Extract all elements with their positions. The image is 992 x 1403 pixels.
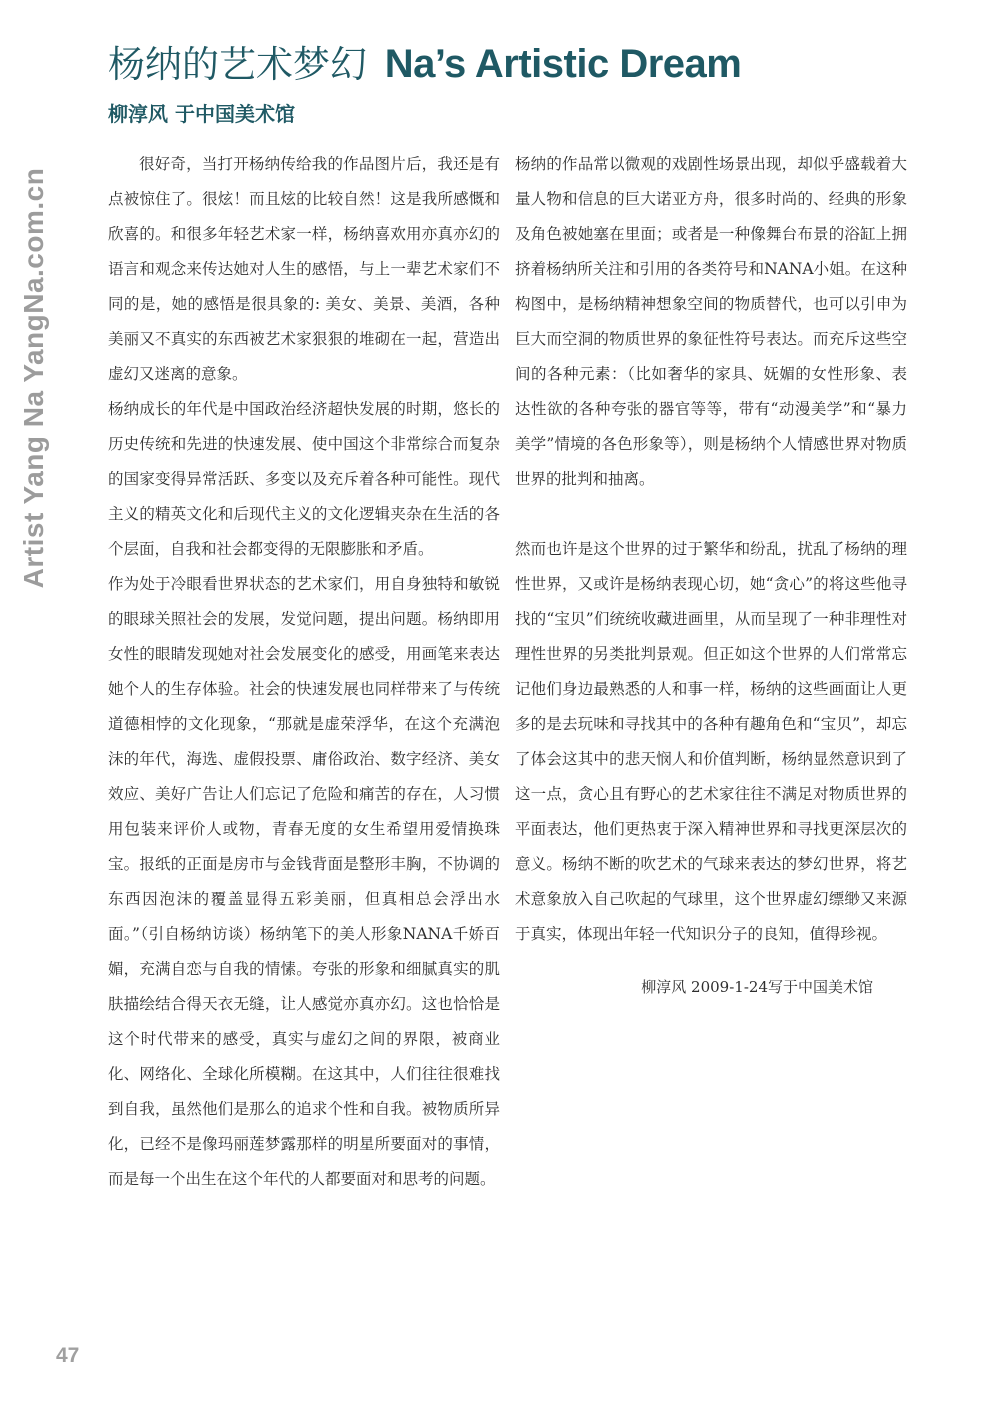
title-english: Na’s Artistic Dream bbox=[384, 42, 742, 86]
signature: 柳淳风 2009-1-24写于中国美术馆 bbox=[641, 978, 873, 996]
right-paragraph-1: 杨纳的作品常以微观的戏剧性场景出现，却似乎盛载着大量人物和信息的巨大诺亚方舟，很多时尚的、经典的形象及角色被她塞在里面；或者是一种像舞台布景的浴缸上拥挤着杨纳所关注和引用的各类符号和NANA小姐。在这种构图中，是杨纳精神想象空间的物质替代，也可以引申为巨大而空洞的物质世界的象征性符号表达。而充斥这些空间的各种元素：（比如奢华的家具、妩媚的女性形象、表达性欲的各种夸张的器官等等，带有“动漫美学”和“暴力美学”情境的各色形象等），则是杨纳个人情感世界对物质世界的批判和抽离。 bbox=[515, 155, 907, 488]
page-number: 47 bbox=[56, 1344, 80, 1367]
right-paragraph-2: 然而也许是这个世界的过于繁华和纷乱，扰乱了杨纳的理性世界，又或许是杨纳表现心切，她“贪心”的将这些他寻找的“宝贝”们统统收藏进画里，从而呈现了一种非理性对理性世界的另类批判景观。但正如这个世界的人们常常忘记他们身边最熟悉的人和事一样，杨纳的这些画面让人更多的是去玩味和寻找其中的各种有趣角色和“宝贝”，却忘了体会这其中的悲天悯人和价值判断，杨纳显然意识到了这一点，贪心且有野心的艺术家往往不满足对物质世界的平面表达，他们更热衷于深入精神世界和寻找更深层次的意义。杨纳不断的吹艺术的气球来表达的梦幻世界，将艺术意象放入自己吹起的气球里，这个世界虚幻缥缈又来源于真实，体现出年轻一代知识分子的良知，值得珍视。 bbox=[515, 540, 907, 943]
left-paragraph-1: 很好奇，当打开杨纳传给我的作品图片后，我还是有点被惊住了。很炫！而且炫的比较自然！这是我所感慨和欣喜的。和很多年轻艺术家一样，杨纳喜欢用亦真亦幻的语言和观念来传达她对人生的感悟，与上一辈艺术家们不同的是，她的感悟是很具象的: 美女、美景、美酒，各种美丽又不真实的东西被艺术家狠狠的堆砌在一起，营造出虚幻又迷离的意象。 bbox=[108, 155, 500, 383]
right-column bbox=[515, 147, 907, 1005]
author-subtitle: 柳淳风 于中国美术馆 bbox=[108, 102, 295, 126]
left-paragraph-2: 杨纳成长的年代是中国政治经济超快发展的时期，悠长的历史传统和先进的快速发展、使中国这个非常综合而复杂的国家变得异常活跃、多变以及充斥着各种可能性。现代主义的精英文化和后现代主义的文化逻辑夹杂在生活的各个层面，自我和社会都变得的无限膨胀和矛盾。 bbox=[108, 400, 500, 558]
left-paragraph-3: 作为处于冷眼看世界状态的艺术家们，用自身独特和敏锐的眼球关照社会的发展，发觉问题，提出问题。杨纳即用女性的眼睛发现她对社会发展变化的感受，用画笔来表达她个人的生存体验。社会的快速发展也同样带来了与传统道德相悖的文化现象，“那就是虚荣浮华，在这个充满泡沫的年代，海选、虚假投票、庸俗政治、数字经济、美女效应、美好广告让人们忘记了危险和痛苦的存在，人习惯用包装来评价人或物，青春无度的女生希望用爱情换珠宝。报纸的正面是房市与金钱背面是整形丰胸，不协调的东西因泡沫的覆盖显得五彩美丽，但真相总会浮出水面。”（引自杨纳访谈）杨纳笔下的美人形象NANA千娇百媚，充满自恋与自我的情愫。夸张的形象和细腻真实的肌肤描绘结合得天衣无缝，让人感觉亦真亦幻。这也恰恰是这个时代带来的感受，真实与虚幻之间的界限，被商业化、网络化、全球化所模糊。在这其中，人们往往很难找到自我，虽然他们是那么的追求个性和自我。被物质所异化，已经不是像玛丽莲梦露那样的明星所要面对的事情，而是每一个出生在这个年代的人都要面对和思考的问题。 bbox=[108, 575, 500, 1188]
page-title bbox=[108, 38, 741, 91]
side-watermark-text: Artist Yang Na YangNa.com.cn bbox=[18, 167, 49, 589]
title-chinese: 杨纳的艺术梦幻 bbox=[108, 43, 367, 86]
left-column bbox=[108, 147, 500, 1197]
